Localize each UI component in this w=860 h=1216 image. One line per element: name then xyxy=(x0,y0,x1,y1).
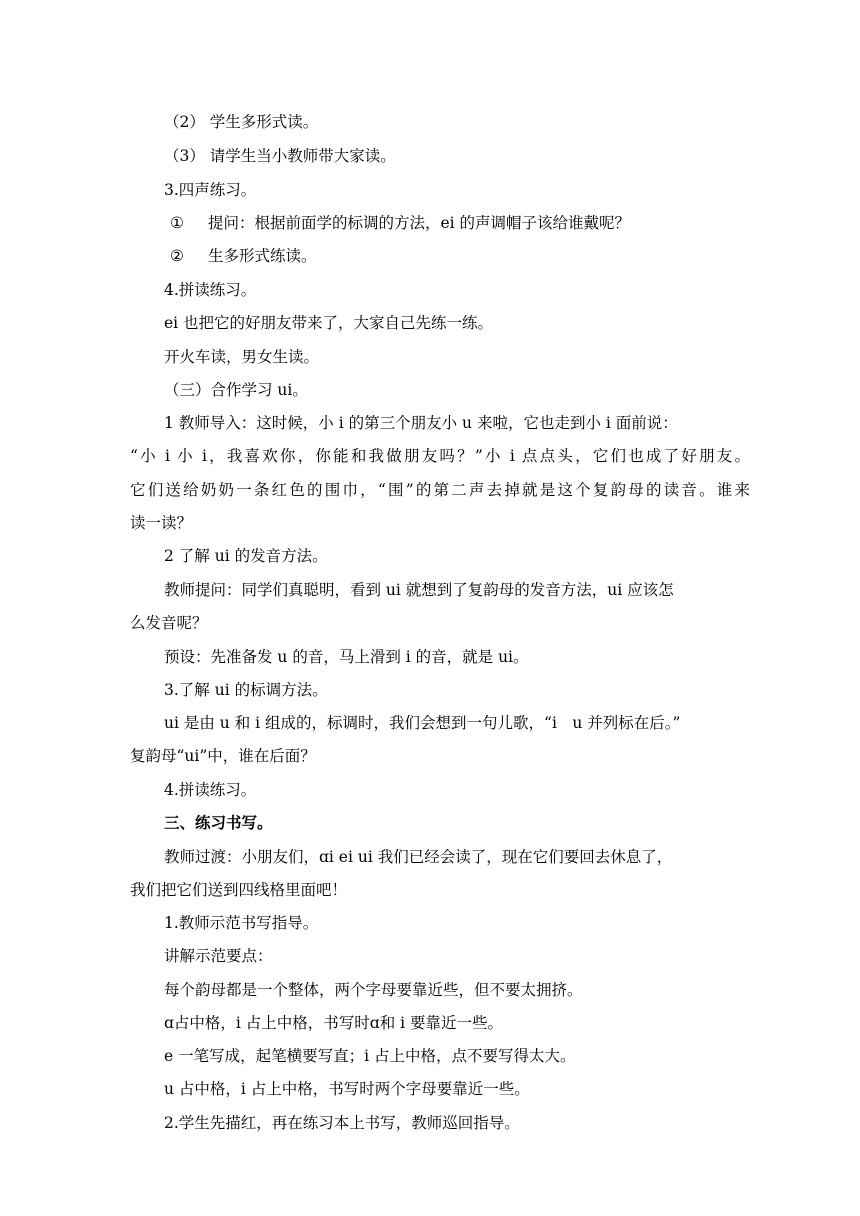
text-line: 么发音呢？ xyxy=(130,614,208,632)
section-heading: 三、练习书写。 xyxy=(164,813,273,832)
text-line: 我们把它们送到四线格里面吧！ xyxy=(130,881,348,899)
text-line: ei 也把它的好朋友带来了，大家自己先练一练。 xyxy=(164,314,494,332)
text-line: 2 了解 ui 的发音方法。 xyxy=(164,547,328,565)
text-line: 1 教师导入：这时候，小 i 的第三个朋友小 u 来啦，它也走到小 i 面前说： xyxy=(164,414,678,432)
text-line: e 一笔写成，起笔横要写直；i 占上中格，点不要写得太大。 xyxy=(164,1047,576,1065)
text-line: （3） 请学生当小教师带大家读。 xyxy=(164,147,396,165)
item-text: 提问：根据前面学的标调的方法，ei 的声调帽子该给谁戴呢？ xyxy=(208,214,631,232)
text-line: ɑ占中格，i 占上中格，书写时ɑ和 i 要靠近一些。 xyxy=(164,1014,504,1032)
text-line: 教师提问：同学们真聪明，看到 ui 就想到了复韵母的发音方法，ui 应该怎 xyxy=(164,581,674,599)
text-line: （2） 学生多形式读。 xyxy=(164,113,319,131)
text-line: u 占中格，i 占上中格，书写时两个字母要靠近一些。 xyxy=(164,1080,530,1098)
text-line: 讲解示范要点： xyxy=(164,947,273,965)
text-line: 4.拼读练习。 xyxy=(164,781,257,799)
item-text: 生多形式练读。 xyxy=(208,247,317,265)
text-line: 2.学生先描红，再在练习本上书写，教师巡回指导。 xyxy=(164,1114,520,1132)
text-line: 复韵母“ui”中，谁在后面？ xyxy=(130,747,316,765)
text-line: 读一读？ xyxy=(130,514,193,532)
text-line: ui 是由 u 和 i 组成的，标调时，我们会想到一句儿歌，“i u 并列标在后。” xyxy=(164,714,681,732)
circled-number-marker: ① xyxy=(170,214,184,232)
numbered-item xyxy=(130,246,790,266)
text-line: 它们送给奶奶一条红色的围巾，“围”的第二声去掉就是这个复韵母的读音。谁来 xyxy=(130,481,750,499)
text-line: 4.拼读练习。 xyxy=(164,281,257,299)
text-line: “小 i 小 i，我喜欢你，你能和我做朋友吗？”小 i 点点头，它们也成了好朋友。 xyxy=(130,447,750,465)
numbered-item xyxy=(130,213,790,233)
text-line: 每个韵母都是一个整体，两个字母要靠近些，但不要太拥挤。 xyxy=(164,981,583,999)
text-line: 开火车读，男女生读。 xyxy=(164,348,320,366)
text-line: 预设：先准备发 u 的音，马上滑到 i 的音，就是 ui。 xyxy=(164,648,529,666)
text-line: 3.四声练习。 xyxy=(164,181,257,199)
text-line: （三）合作学习 ui。 xyxy=(164,381,308,399)
text-line: 3.了解 ui 的标调方法。 xyxy=(164,681,328,699)
text-line: 教师过渡：小朋友们，ɑi ei ui 我们已经会读了，现在它们要回去休息了， xyxy=(164,848,673,866)
circled-number-marker: ② xyxy=(170,247,184,265)
text-line: 1.教师示范书写指导。 xyxy=(164,914,319,932)
